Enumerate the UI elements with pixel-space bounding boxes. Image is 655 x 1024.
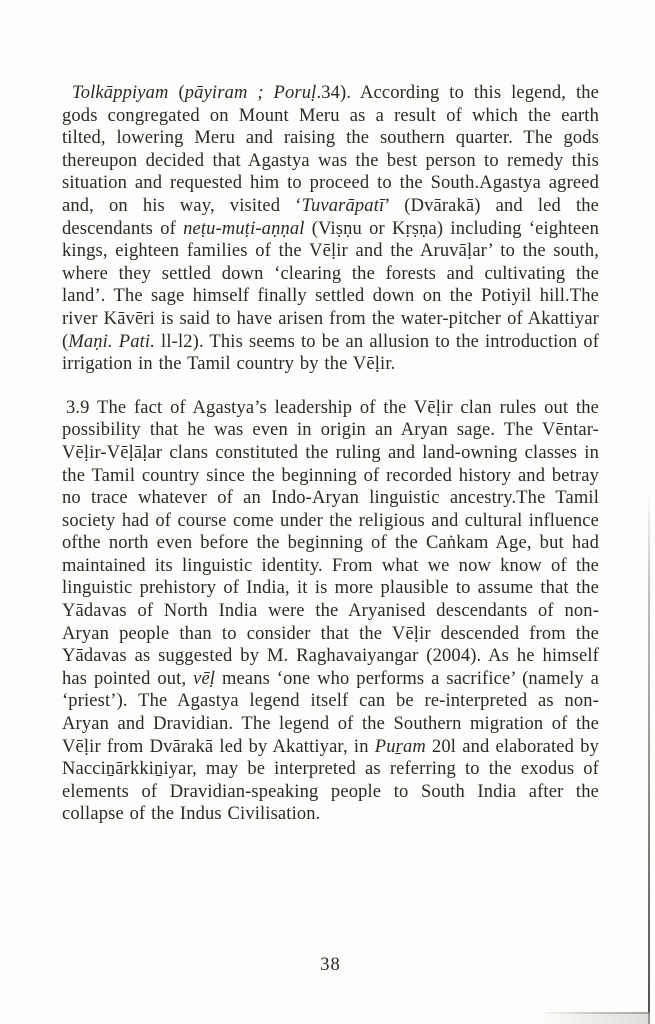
paragraph: Tolkāppiyam (pāyiram ; Poruḷ.34). According to this legend, the gods congregated on Mount Meru as a result of which the earth tilted, lowering Meru and raising the southern quarter. The gods thereupon decided that Agastya was the best person to remedy this situation and requested him to proceed to the South.Agastya agreed and, on his way, visited ‘Tuvarāpatī’ (Dvārakā) and led the descendants of neṭu-muṭi-aṇṇal (Viṣṇu or Kṛṣṇa) including ‘eighteen kings, eighteen families of the Vēḷir and the Aruvāḷar’ to the south, where they settled down ‘clearing the forests and cultivating the land’. The sage himself finally settled down on the Potiyil hill.The river Kāvēri is said to have arisen from the water-pitcher of Akattiyar (Maṇi. Pati. ll-l2). This seems to be an allusion to the introduction of irrigation in the Tamil country by the Vēḷir.	[62, 83, 600, 375]
paragraph: 3.9 The fact of Agastya’s leadership of the Vēḷir clan rules out the possibility that he was even in origin an Aryan sage. The Vēntar-Vēḷir-Vēḷāḷar clans constituted the ruling and land-owning classes in the Tamil country since the beginning of recorded history and betray no trace whatever of an Indo-Aryan linguistic ancestry.The Tamil society had of course come under the religious and cultural influence ofthe north even before the beginning of the Caṅkam Age, but had maintained its linguistic identity. From what we now know of the linguistic prehistory of India, it is more plausible to assume that the Yādavas of North India were the Aryanised descendants of non-Aryan people than to consider that the Vēḷir descended from the Yādavas as suggested by M. Raghavaiyangar (2004). As he himself has pointed out, vēḷ means ‘one who performs a sacrifice’ (namely a ‘priest’). The Agastya legend itself can be re-interpreted as non-Aryan and Dravidian. The legend of the Southern migration of the Vēḷir from Dvārakā led by Akattiyar, in Puṟam 20l and elaborated by Nacciṉārkkiṉiyar, may be interpreted as referring to the exodus of elements of Dravidian-speaking people to South India after the collapse of the Indus Civilisation.	[62, 397, 600, 825]
page-number: 38	[320, 955, 341, 975]
scan-edge-line	[648, 490, 650, 1024]
scan-corner-shadow	[540, 1014, 650, 1024]
page-text	[62, 82, 599, 826]
